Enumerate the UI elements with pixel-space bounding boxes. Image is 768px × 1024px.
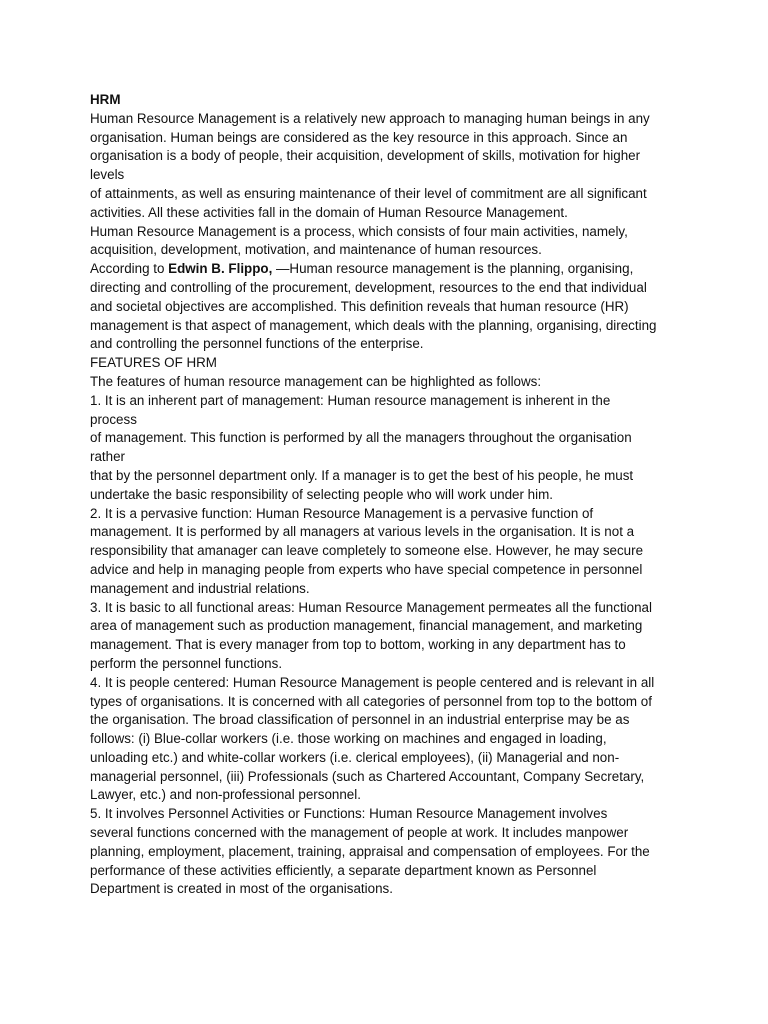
text-line: responsibility that amanager can leave completely to someone else. However, he may secure	[90, 543, 644, 559]
text-line: process	[90, 411, 137, 427]
text-line: and societal objectives are accomplished. This definition reveals that human resource (HR)	[90, 298, 629, 314]
text-line: area of management such as production management, financial management, and marketing	[90, 618, 643, 634]
flippo-line	[90, 260, 690, 279]
text-line: acquisition, development, motivation, and maintenance of human resources.	[90, 242, 542, 258]
text-line: planning, employment, placement, training, appraisal and compensation of employees. For the	[90, 843, 650, 859]
text-line: of attainments, as well as ensuring maintenance of their level of commitment are all significant	[90, 185, 647, 201]
text-line: levels	[90, 167, 125, 183]
author-name: Edwin B. Flippo,	[168, 261, 273, 277]
text-line: unloading etc.) and white-collar workers (i.e. clerical employees), (ii) Managerial and non-	[90, 749, 620, 765]
text-line: management. It is performed by all managers at various levels in the organisation. It is not a	[90, 524, 635, 540]
text-line: undertake the basic responsibility of selecting people who will work under him.	[90, 486, 553, 502]
text-line: several functions concerned with the management of people at work. It includes manpower	[90, 825, 629, 841]
text-line: Human Resource Management is a relatively new approach to managing human beings in any	[90, 110, 650, 126]
text-line: performance of these activities efficiently, a separate department known as Personnel	[90, 862, 597, 878]
section-heading: FEATURES OF HRM	[90, 355, 217, 371]
document-page	[90, 91, 690, 899]
text-line: the organisation. The broad classification of personnel in an industrial enterprise may be as	[90, 712, 630, 728]
text-line: of management. This function is performed by all the managers throughout the organisation	[90, 430, 632, 446]
text-line: managerial personnel, (iii) Professionals (such as Chartered Accountant, Company Secretary,	[90, 768, 645, 784]
text-line: organisation is a body of people, their acquisition, development of skills, motivation for higher	[90, 148, 641, 164]
text-line: management is that aspect of management, which deals with the planning, organising, directing	[90, 317, 657, 333]
text-line: rather	[90, 449, 125, 465]
flippo-prefix: According to	[90, 261, 169, 277]
text-line: advice and help in managing people from experts who have special competence in personnel	[90, 561, 643, 577]
text-line: and controlling the personnel functions of the enterprise.	[90, 336, 424, 352]
text-line: 3. It is basic to all functional areas: Human Resource Management permeates all the functional	[90, 599, 652, 615]
flippo-suffix: —Human resource management is the planning, organising,	[272, 261, 634, 277]
text-line: that by the personnel department only. If a manager is to get the best of his people, he must	[90, 467, 634, 483]
text-line: The features of human resource management can be highlighted as follows:	[90, 373, 542, 389]
document-title: HRM	[90, 92, 121, 107]
text-line: 2. It is a pervasive function: Human Resource Management is a pervasive function of	[90, 505, 594, 521]
text-line: activities. All these activities fall in the domain of Human Resource Management.	[90, 204, 568, 220]
text-line: organisation. Human beings are considered as the key resource in this approach. Since an	[90, 129, 628, 145]
text-line: 1. It is an inherent part of management: Human resource management is inherent in the	[90, 392, 611, 408]
text-line: types of organisations. It is concerned with all categories of personnel from top to the bottom of	[90, 693, 652, 709]
text-line: Human Resource Management is a process, which consists of four main activities, namely,	[90, 223, 628, 239]
text-line: follows: (i) Blue-collar workers (i.e. those working on machines and engaged in loading,	[90, 731, 607, 747]
text-line: Department is created in most of the organisations.	[90, 881, 393, 897]
text-line: 5. It involves Personnel Activities or Functions: Human Resource Management involves	[90, 806, 608, 822]
text-line: management and industrial relations.	[90, 580, 310, 596]
text-line: directing and controlling of the procurement, development, resources to the end that individual	[90, 279, 647, 295]
text-line: 4. It is people centered: Human Resource Management is people centered and is relevant in all	[90, 674, 655, 690]
text-line: Lawyer, etc.) and non-professional personnel.	[90, 787, 361, 803]
text-line: perform the personnel functions.	[90, 655, 283, 671]
text-line: management. That is every manager from top to bottom, working in any department has to	[90, 637, 626, 653]
